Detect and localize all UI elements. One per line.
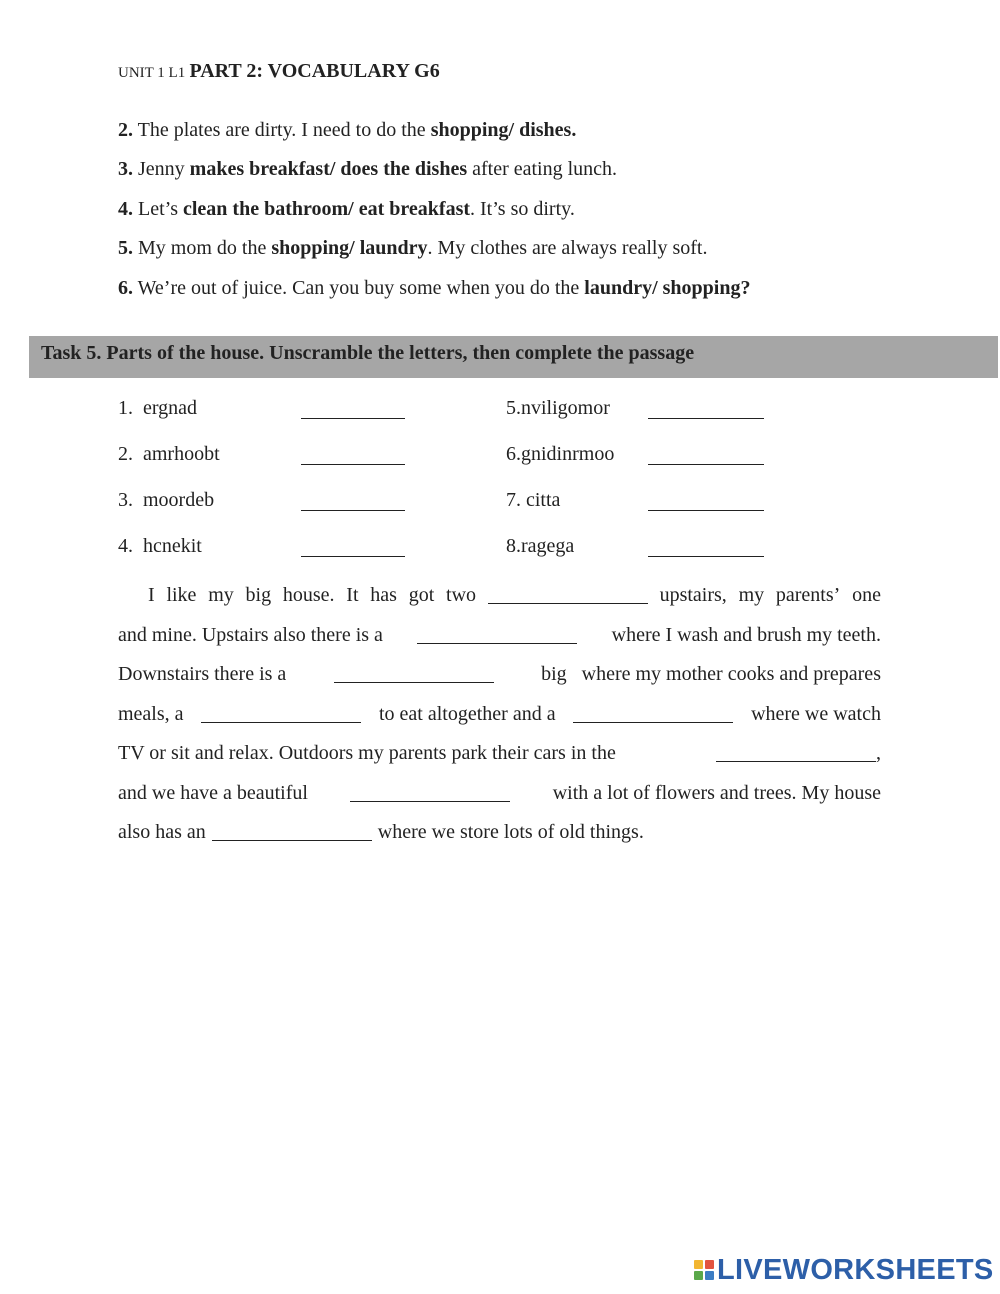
sentence-5: 5. My mom do the shopping/ laundry. My clothes are always really soft. bbox=[118, 237, 708, 259]
answer-blank-7[interactable] bbox=[648, 510, 764, 511]
sentence-2: 2. The plates are dirty. I need to do the shopping/ dishes. bbox=[118, 119, 577, 141]
passage-line-6: and we have a beautiful with a lot of flowers and trees. My house bbox=[118, 782, 881, 804]
passage-line-1: I like my big house. It has got two upstairs, my parents’ one bbox=[148, 584, 881, 606]
sentence-6: 6. We’re out of juice. Can you buy some when you do the laundry/ shopping? bbox=[118, 277, 751, 299]
answer-blank-6[interactable] bbox=[648, 464, 764, 465]
passage-blank-3[interactable] bbox=[334, 662, 494, 683]
answer-blank-8[interactable] bbox=[648, 556, 764, 557]
scrambled-item-8: 8.ragega bbox=[506, 535, 575, 557]
scrambled-item-7: 7. citta bbox=[506, 489, 561, 511]
sentence-number: 5. bbox=[118, 237, 133, 259]
passage-blank-5[interactable] bbox=[573, 702, 733, 723]
passage-blank-1[interactable] bbox=[488, 583, 648, 604]
answer-blank-2[interactable] bbox=[301, 464, 405, 465]
answer-blank-5[interactable] bbox=[648, 418, 764, 419]
passage-blank-6[interactable] bbox=[716, 741, 876, 762]
unit-label: UNIT 1 L1 bbox=[118, 65, 186, 81]
passage-blank-8[interactable] bbox=[212, 820, 372, 841]
passage-line-4: meals, a to eat altogether and a where we watch bbox=[118, 703, 881, 725]
scrambled-item-6: 6.gnidinrmoo bbox=[506, 443, 615, 465]
scrambled-item-2: 2. amrhoobt bbox=[118, 443, 220, 465]
logo-tile bbox=[705, 1271, 714, 1280]
answer-blank-3[interactable] bbox=[301, 510, 405, 511]
sentence-number: 3. bbox=[118, 158, 133, 180]
sentence-number: 4. bbox=[118, 198, 133, 220]
passage-blank-7[interactable] bbox=[350, 781, 510, 802]
choice-words: makes breakfast/ does the dishes bbox=[189, 158, 468, 180]
page-header bbox=[118, 60, 440, 83]
choice-words: laundry/ shopping? bbox=[584, 277, 751, 299]
choice-words: clean the bathroom/ eat breakfast bbox=[183, 198, 471, 220]
liveworksheets-logo bbox=[694, 1255, 994, 1285]
scrambled-item-1: 1. ergnad bbox=[118, 397, 198, 419]
passage-line-2: and mine. Upstairs also there is a where I wash and brush my teeth. bbox=[118, 624, 881, 646]
answer-blank-1[interactable] bbox=[301, 418, 405, 419]
passage-blank-4[interactable] bbox=[201, 702, 361, 723]
logo-tile bbox=[705, 1260, 714, 1269]
logo-tile bbox=[694, 1260, 703, 1269]
choice-words: shopping/ dishes. bbox=[430, 119, 577, 141]
task5-title: Task 5. Parts of the house. Unscramble the letters, then complete the passage bbox=[41, 342, 695, 364]
passage-line-5: TV or sit and relax. Outdoors my parents park their cars in the , bbox=[118, 742, 881, 764]
answer-blank-4[interactable] bbox=[301, 556, 405, 557]
sentence-number: 6. bbox=[118, 277, 133, 299]
part-title: PART 2: VOCABULARY G6 bbox=[189, 60, 440, 82]
sentence-number: 2. bbox=[118, 119, 133, 141]
logo-tiles-icon bbox=[694, 1260, 714, 1280]
scrambled-item-5: 5.nviligomor bbox=[506, 397, 610, 419]
passage-line-3: Downstairs there is a big where my mother cooks and prepares bbox=[118, 663, 881, 685]
choice-words: shopping/ laundry bbox=[271, 237, 428, 259]
sentence-4: 4. Let’s clean the bathroom/ eat breakfast. It’s so dirty. bbox=[118, 198, 575, 220]
sentence-3: 3. Jenny makes breakfast/ does the dishes after eating lunch. bbox=[118, 158, 618, 180]
scrambled-item-4: 4. hcnekit bbox=[118, 535, 202, 557]
logo-text: LIVEWORKSHEETS bbox=[717, 1253, 994, 1286]
passage-blank-2[interactable] bbox=[417, 623, 577, 644]
logo-tile bbox=[694, 1271, 703, 1280]
task5-header-bar bbox=[29, 336, 998, 378]
scrambled-item-3: 3. moordeb bbox=[118, 489, 215, 511]
passage-line-7: also has an where we store lots of old things. bbox=[118, 821, 644, 843]
